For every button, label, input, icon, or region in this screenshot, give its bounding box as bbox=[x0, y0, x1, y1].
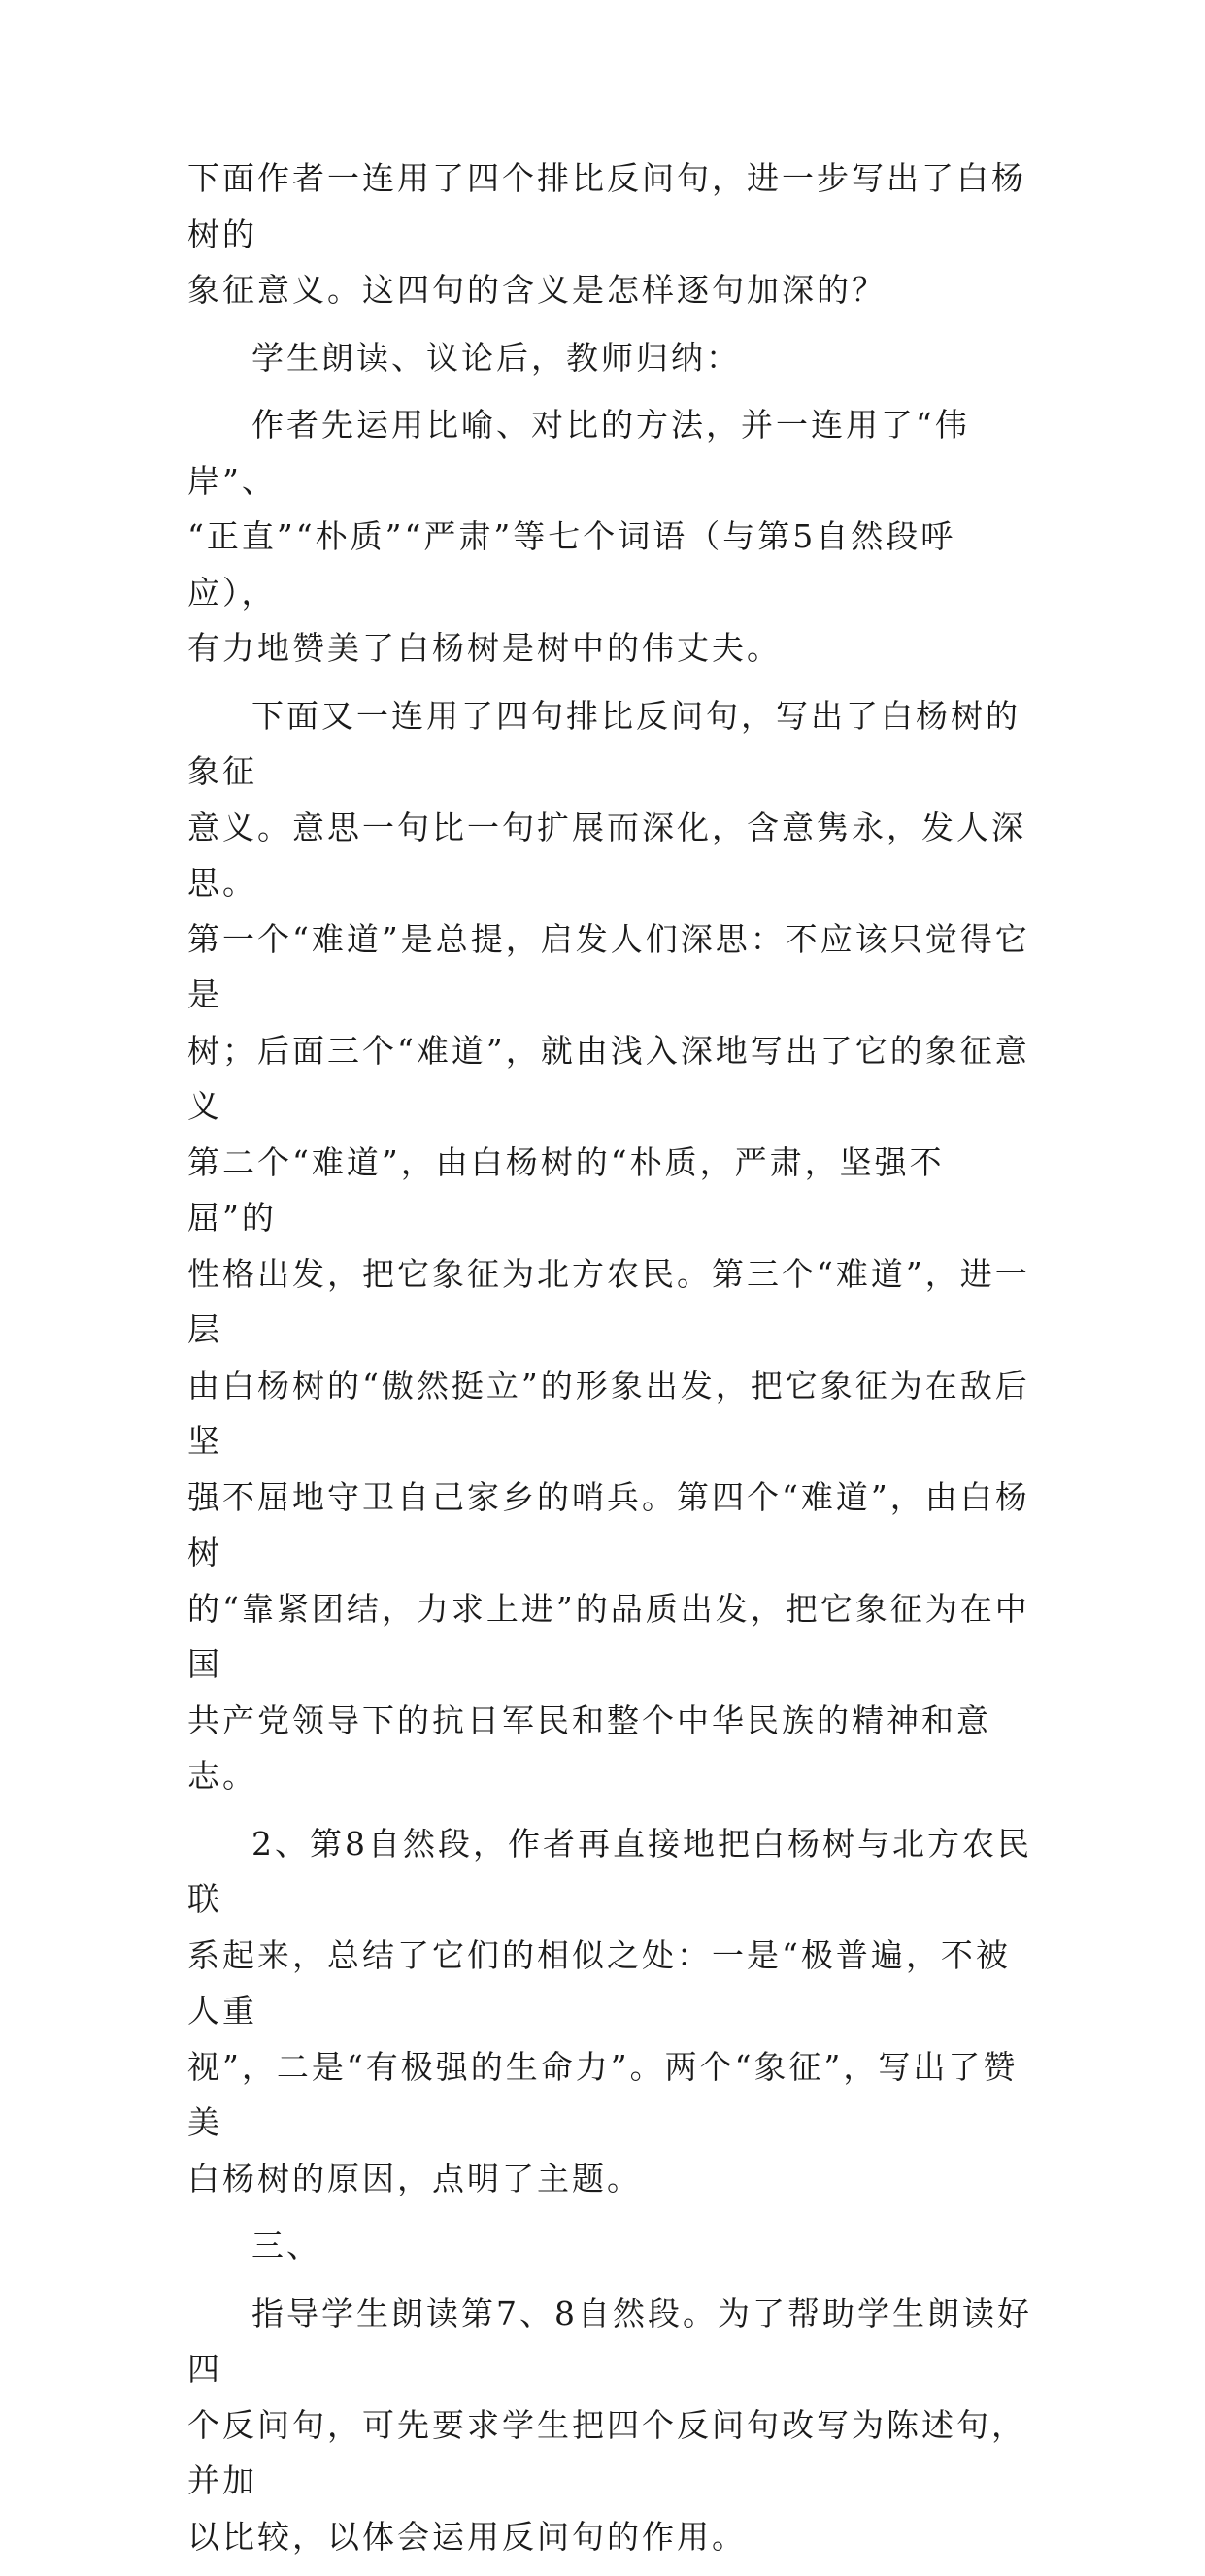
paragraph-3: 作者先运用比喻、对比的方法，并一连用了“伟岸”、 “正直”“朴质”“严肃”等七个词语（与第5自然段呼应）， 有力地赞美了白杨树是树中的伟丈夫。 bbox=[187, 406, 970, 667]
paragraph-5: 2、第8自然段，作者再直接地把白杨树与北方农民联 系起来，总结了它们的相似之处：一是“极普遍，不被人重 视”，二是“有极强的生命力”。两个“象征”，写出了赞美 白杨树的原因，点明了主题。 bbox=[187, 1824, 1032, 2197]
paragraph-1: 下面作者一连用了四个排比反问句，进一步写出了白杨树的 象征意义。这四句的含义是怎样逐句加深的？ bbox=[187, 159, 1026, 309]
paragraph-4: 下面又一连用了四句排比反问句，写出了白杨树的象征 意义。意思一句比一句扩展而深化，含意隽永，发人深思。 第一个“难道”是总提，启发人们深思：不应该只觉得它是 树；后面三个“难道”，就由浅入深地写出了它的象征意义 第二个“难道”，由白杨树的“朴质，严肃，坚强不屈”的 性格出发，把它象征为北方农民。第三个“难道”，进一层 由白杨树的“傲然挺立”的形象出发，把它象征为在敌后坚 强不屈地守卫自己家乡的哨兵。第四个“难道”，由白杨树 的“靠紧团结，力求上进”的品质出发，把它象征为在中国 共产党领导下的抗日军民和整个中华民族的精神和意志。 bbox=[187, 696, 1030, 1795]
paragraph-7: 指导学生朗读第7、8自然段。为了帮助学生朗读好四 个反问句，可先要求学生把四个反问句改写为陈述句，并加 以比较，以体会运用反问句的作用。 bbox=[187, 2294, 1032, 2556]
document-body bbox=[187, 150, 1032, 2576]
paragraph-6: 三、 bbox=[251, 2227, 321, 2264]
paragraph-2: 学生朗读、议论后，教师归纳： bbox=[251, 338, 741, 377]
